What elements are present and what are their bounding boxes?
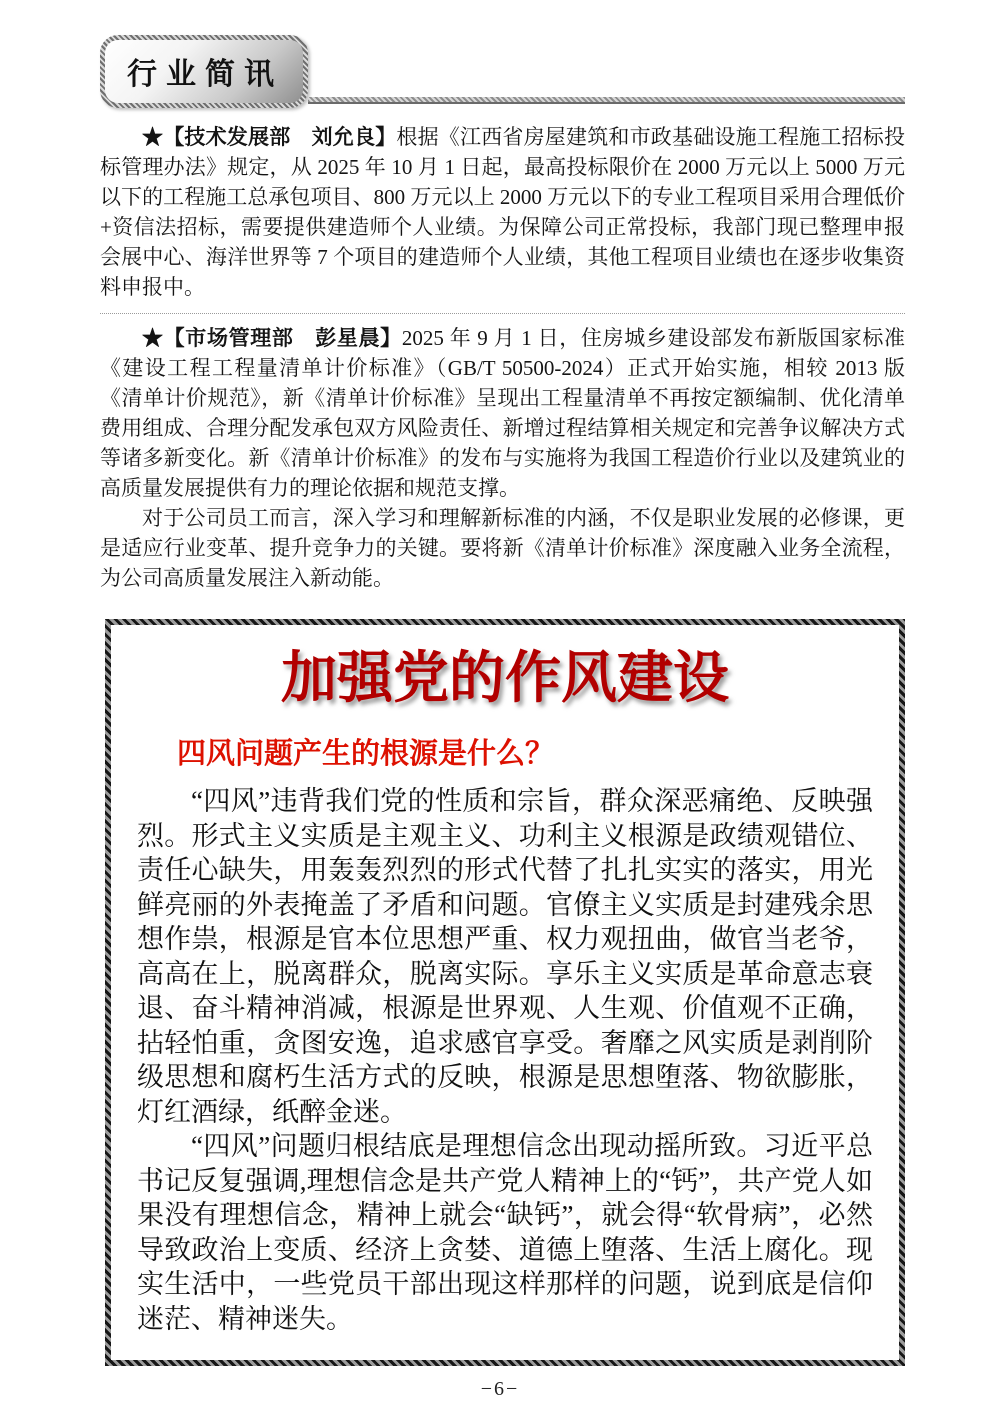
brief-item-market-mgmt	[100, 323, 905, 503]
masthead-rule	[308, 97, 905, 104]
brief-department-lead: ★【技术发展部 刘允良】	[142, 125, 397, 149]
separator-line	[100, 313, 905, 314]
feature-title: 加强党的作风建设	[281, 648, 729, 710]
feature-subtitle: 四风问题产生的根源是什么？	[177, 738, 555, 771]
brief-body-text: 根据《江西省房屋建筑和市政基础设施工程施工招标投标管理办法》规定，从 2025 年 10 月 1 日起，最高投标限价在 2000 万元以上 5000 万元以下的工程施工总承包项目、800 万元以上 2000 万元以下的专业工程项目采用合理低价+资信法招标，需要提供建造师个人业绩。为保障公司正常投标，我部门现已整理申报会展中心、海洋世界等 7 个项目的建造师个人业绩，其他工程项目业绩也在逐步收集资料申报中。	[100, 125, 906, 299]
brief-body-text: 2025 年 9 月 1 日，住房城乡建设部发布新版国家标准《建设工程工程量清单计价标准》（GB/T 50500-2024）正式开始实施，相较 2013 版《清单计价规范》，新《清单计价标准》呈现出工程量清单不再按定额编制、优化清单费用组成、合理分配发承包双方风险责任、新增过程结算相关规定和完善争议解决方式等诸多新变化。新《清单计价标准》的发布与实施将为我国工程造价行业以及建筑业的高质量发展提供有力的理论依据和规范支撑。	[100, 326, 906, 500]
brief-item-tech-dev	[100, 122, 905, 302]
briefs-section	[100, 122, 905, 593]
masthead	[100, 40, 905, 108]
feature-paragraph-origins: “四风”违背我们党的性质和宗旨，群众深恶痛绝、反映强烈。形式主义实质是主观主义、功利主义根源是政绩观错位、责任心缺失，用轰轰烈烈的形式代替了扎扎实实的落实，用光鲜亮丽的外表掩盖了矛盾和问题。官僚主义实质是封建残余思想作祟，根源是官本位思想严重、权力观扭曲，做官当老爷，高高在上，脱离群众，脱离实际。享乐主义实质是革命意志衰退、奋斗精神消减，根源是世界观、人生观、价值观不正确，拈轻怕重，贪图安逸，追求感官享受。奢靡之风实质是剥削阶级思想和腐朽生活方式的反映，根源是思想堕落、物欲膨胀，灯红酒绿，纸醉金迷。	[137, 786, 873, 1127]
feature-body	[137, 784, 873, 1336]
brief-body-text: 对于公司员工而言，深入学习和理解新标准的内涵，不仅是职业发展的必修课，更是适应行业变革、提升竞争力的关键。要将新《清单计价标准》深度融入业务全流程，为公司高质量发展注入新动能。	[100, 506, 905, 590]
page-footer	[0, 1378, 1000, 1401]
brief-item-commentary	[100, 503, 905, 593]
brief-department-lead: ★【市场管理部 彭星晨】	[142, 326, 402, 350]
section-badge-label: 行业简讯	[105, 40, 303, 103]
feature-paragraph-ideals: “四风”问题归根结底是理想信念出现动摇所致。习近平总书记反复强调,理想信念是共产党人精神上的“钙”，共产党人如果没有理想信念，精神上就会“缺钙”，就会得“软骨病”，必然导致政治上变质、经济上贪婪、道德上堕落、生活上腐化。现实生活中，一些党员干部出现这样那样的问题，说到底是信仰迷茫、精神迷失。	[137, 1131, 873, 1334]
feature-box-inner	[111, 625, 899, 1360]
section-badge	[100, 35, 308, 108]
page-number: −6−	[480, 1378, 520, 1401]
feature-box	[105, 619, 905, 1366]
